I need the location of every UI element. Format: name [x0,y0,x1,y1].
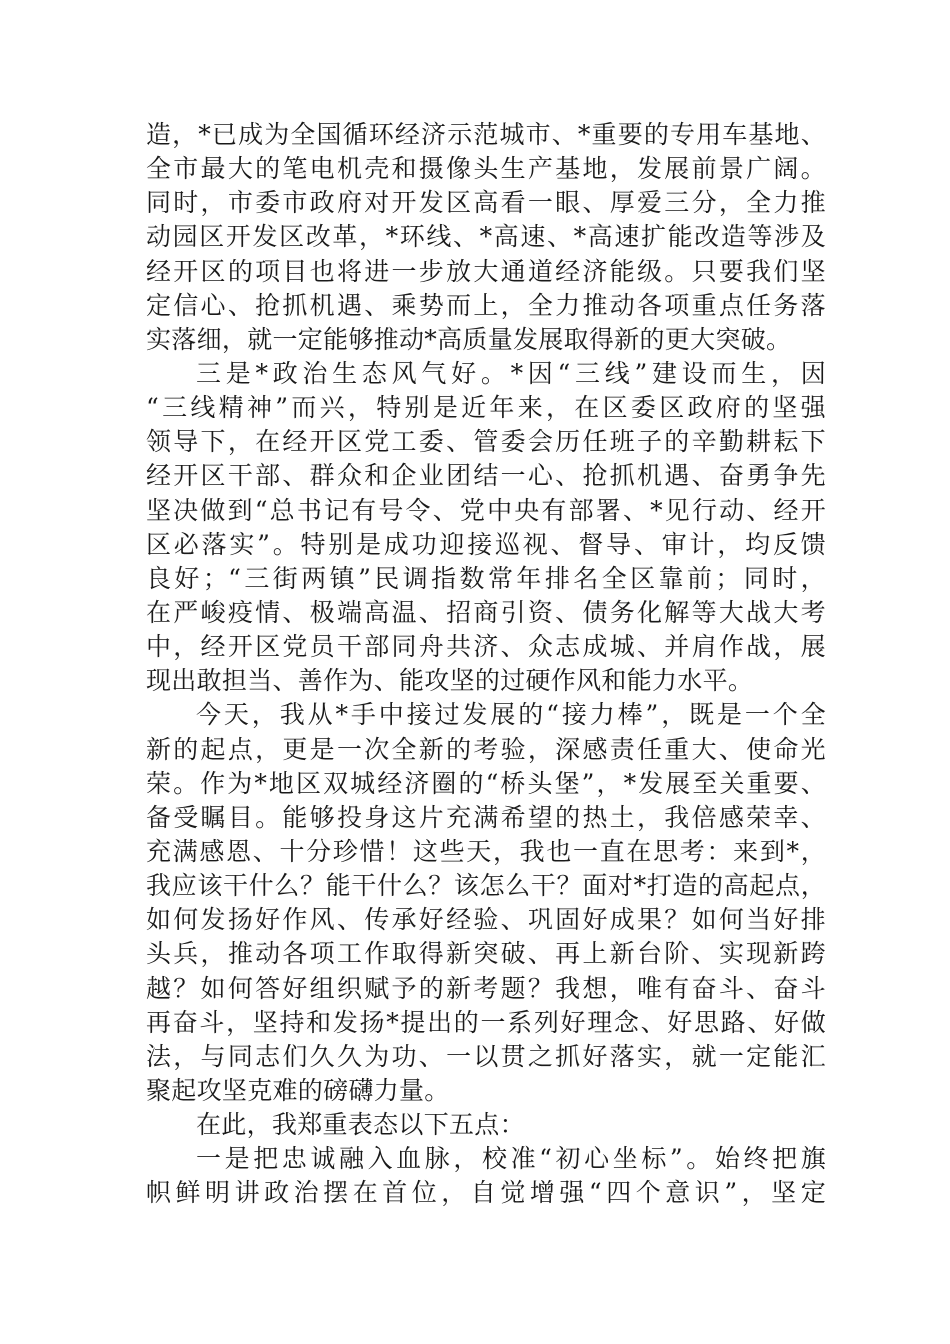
text-line: “三线精神”而兴，特别是近年来，在区委区政府的坚强 [146,393,826,423]
text-line: 充满感恩、十分珍惜！这些天，我也一直在思考：来到*， [146,836,826,866]
text-line: 备受瞩目。能够投身这片充满希望的热土，我倍感荣幸、 [146,802,826,832]
text-line: 动园区开发区改革，*环线、*高速、*高速扩能改造等涉及 [146,222,826,252]
text-line: 聚起攻坚克难的磅礴力量。 [146,1075,450,1105]
text-line: 今天，我从*手中接过发展的“接力棒”，既是一个全 [196,700,826,730]
text-line: 如何发扬好作风、传承好经验、巩固好成果？如何当好排 [146,905,826,935]
document-body [146,118,826,1211]
text-line: 坚决做到“总书记有号令、党中央有部署、*见行动、经开 [146,495,826,525]
text-line: 再奋斗，坚持和发扬*提出的一系列好理念、好思路、好做 [146,1007,826,1037]
text-line: 经开区的项目也将进一步放大通道经济能级。只要我们坚 [146,256,826,286]
text-line: 中，经开区党员干部同舟共济、众志成城、并肩作战，展 [146,632,826,662]
text-line: 良好；“三街两镇”民调指数常年排名全区靠前；同时， [146,563,826,593]
text-line: 领导下，在经开区党工委、管委会历任班子的辛勤耕耘下 [146,427,826,457]
text-line: 帜鲜明讲政治摆在首位，自觉增强“四个意识”，坚定 [146,1178,826,1208]
text-line: 实落细，就一定能够推动*高质量发展取得新的更大突破。 [146,324,792,354]
text-line: 在此，我郑重表态以下五点： [196,1110,525,1140]
text-line: 一是把忠诚融入血脉，校准“初心坐标”。始终把旗 [196,1144,826,1174]
text-line: 我应该干什么？能干什么？该怎么干？面对*打造的高起点， [146,871,826,901]
text-line: 法，与同志们久久为功、一以贯之抓好落实，就一定能汇 [146,1041,826,1071]
text-line: 区必落实”。特别是成功迎接巡视、督导、审计，均反馈 [146,529,826,559]
text-line: 同时，市委市政府对开发区高看一眼、厚爱三分，全力推 [146,188,826,218]
text-line: 荣。作为*地区双城经济圈的“桥头堡”，*发展至关重要、 [146,768,826,798]
text-line: 现出敢担当、善作为、能攻坚的过硬作风和能力水平。 [146,666,754,696]
text-line: 三是*政治生态风气好。*因“三线”建设而生，因 [196,358,826,388]
text-line: 新的起点，更是一次全新的考验，深感责任重大、使命光 [146,734,826,764]
text-line: 越？如何答好组织赋予的新考题？我想，唯有奋斗、奋斗 [146,973,826,1003]
text-line: 定信心、抢抓机遇、乘势而上，全力推动各项重点任务落 [146,290,826,320]
text-line: 全市最大的笔电机壳和摄像头生产基地，发展前景广阔。 [146,154,826,184]
text-line: 在严峻疫情、极端高温、招商引资、债务化解等大战大考 [146,597,826,627]
text-line: 经开区干部、群众和企业团结一心、抢抓机遇、奋勇争先 [146,461,826,491]
text-line: 头兵，推动各项工作取得新突破、再上新台阶、实现新跨 [146,939,826,969]
text-line: 造，*已成为全国循环经济示范城市、*重要的专用车基地、 [146,120,826,149]
